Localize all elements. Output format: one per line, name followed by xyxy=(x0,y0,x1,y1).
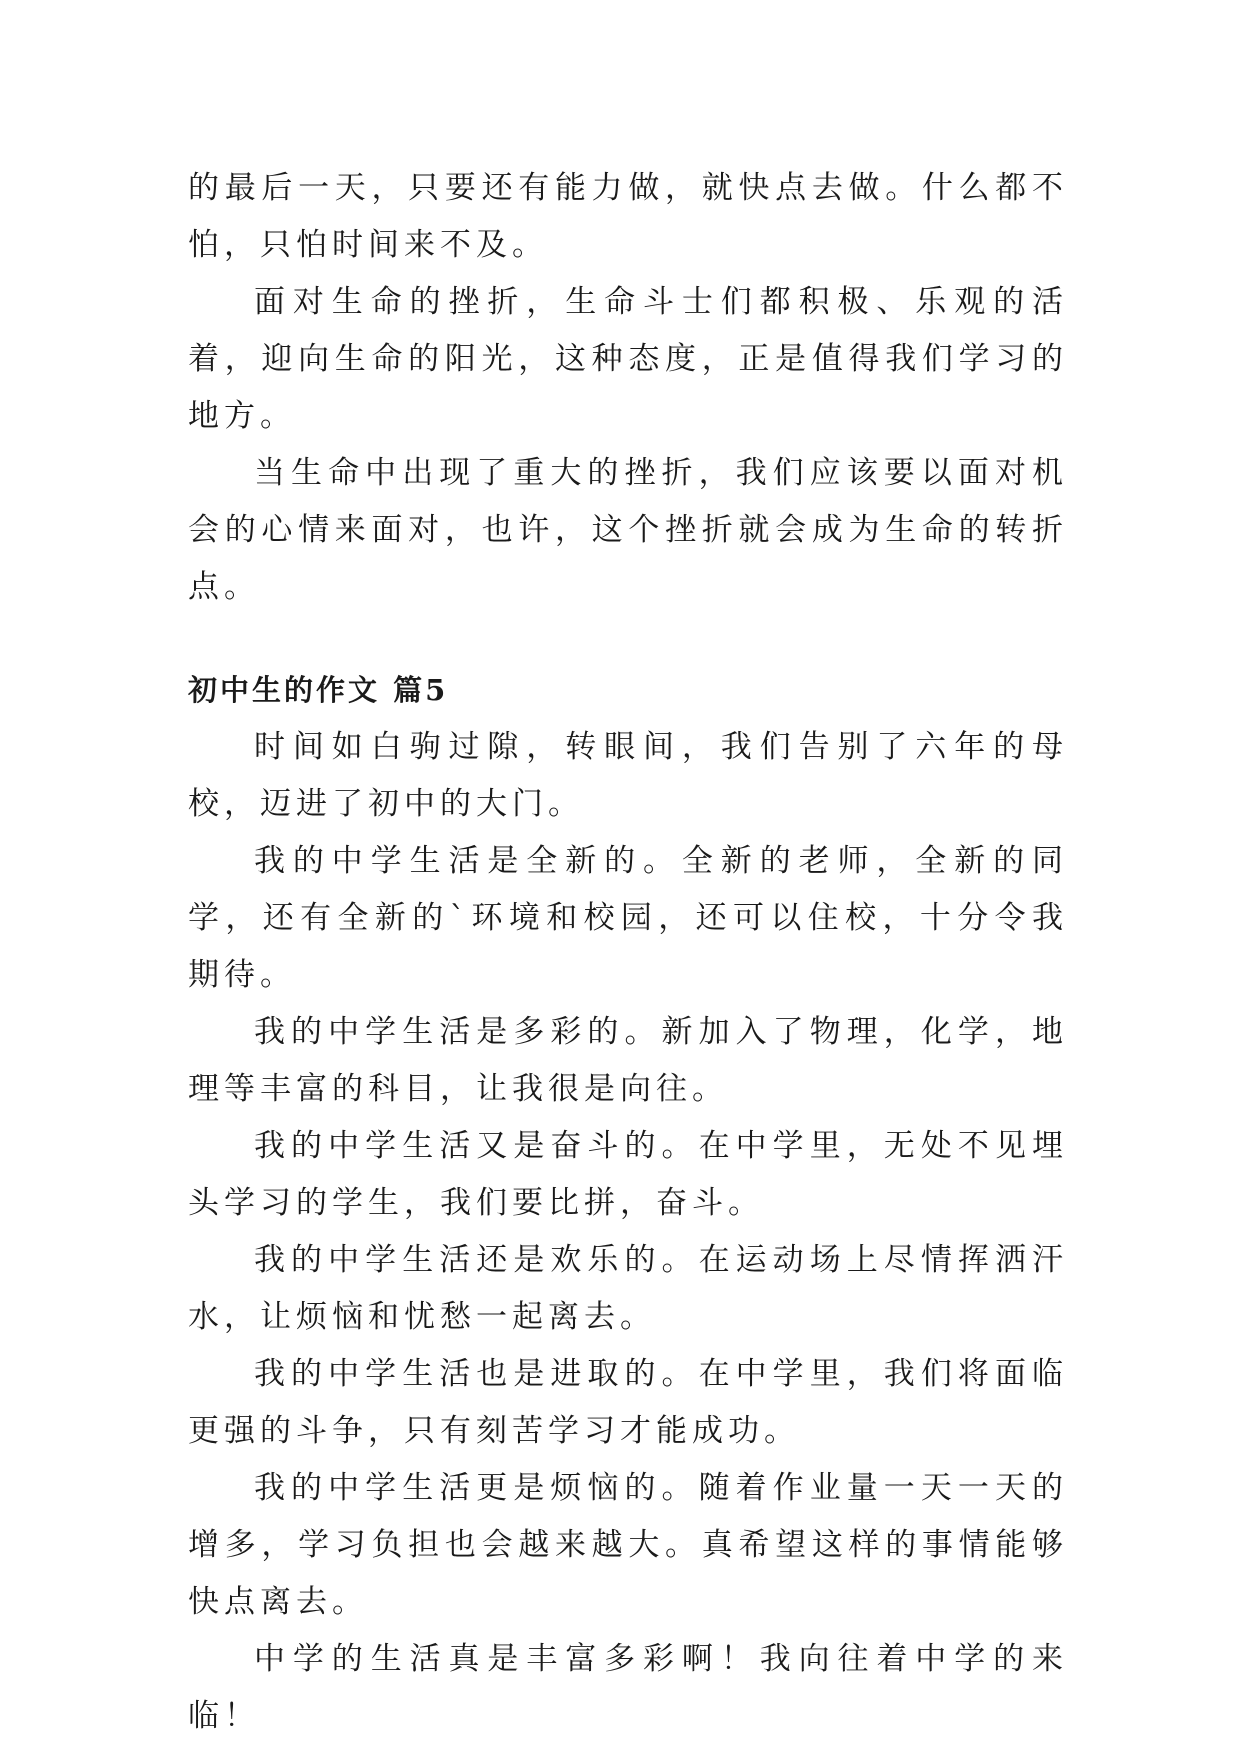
paragraph: 当生命中出现了重大的挫折，我们应该要以面对机会的心情来面对，也许，这个挫折就会成为生命的转折点。 xyxy=(188,455,1068,605)
paragraph: 我的中学生活是全新的。全新的老师，全新的同学，还有全新的`环境和校园，还可以住校，十分令我期待。 xyxy=(188,843,1068,993)
paragraph: 我的中学生活也是进取的。在中学里，我们将面临更强的斗争，只有刻苦学习才能成功。 xyxy=(188,1356,1068,1449)
paragraph: 我的中学生活是多彩的。新加入了物理，化学，地理等丰富的科目，让我很是向往。 xyxy=(188,1014,1068,1107)
paragraph: 的最后一天，只要还有能力做，就快点去做。什么都不怕，只怕时间来不及。 xyxy=(188,170,1068,263)
document-body xyxy=(188,160,1068,1745)
paragraph: 时间如白驹过隙，转眼间，我们告别了六年的母校，迈进了初中的大门。 xyxy=(188,729,1068,822)
paragraph: 我的中学生活还是欢乐的。在运动场上尽情挥洒汗水，让烦恼和忧愁一起离去。 xyxy=(188,1242,1068,1335)
paragraph: 我的中学生活又是奋斗的。在中学里，无处不见埋头学习的学生，我们要比拼，奋斗。 xyxy=(188,1128,1068,1221)
section-heading: 初中生的作文 篇5 xyxy=(188,673,449,707)
paragraph: 我的中学生活更是烦恼的。随着作业量一天一天的增多，学习负担也会越来越大。真希望这样的事情能够快点离去。 xyxy=(188,1470,1068,1620)
section-spacer xyxy=(188,616,1068,662)
paragraph: 面对生命的挫折，生命斗士们都积极、乐观的活着，迎向生命的阳光，这种态度，正是值得我们学习的地方。 xyxy=(188,284,1068,434)
paragraph: 中学的生活真是丰富多彩啊！我向往着中学的来临！ xyxy=(188,1641,1068,1734)
